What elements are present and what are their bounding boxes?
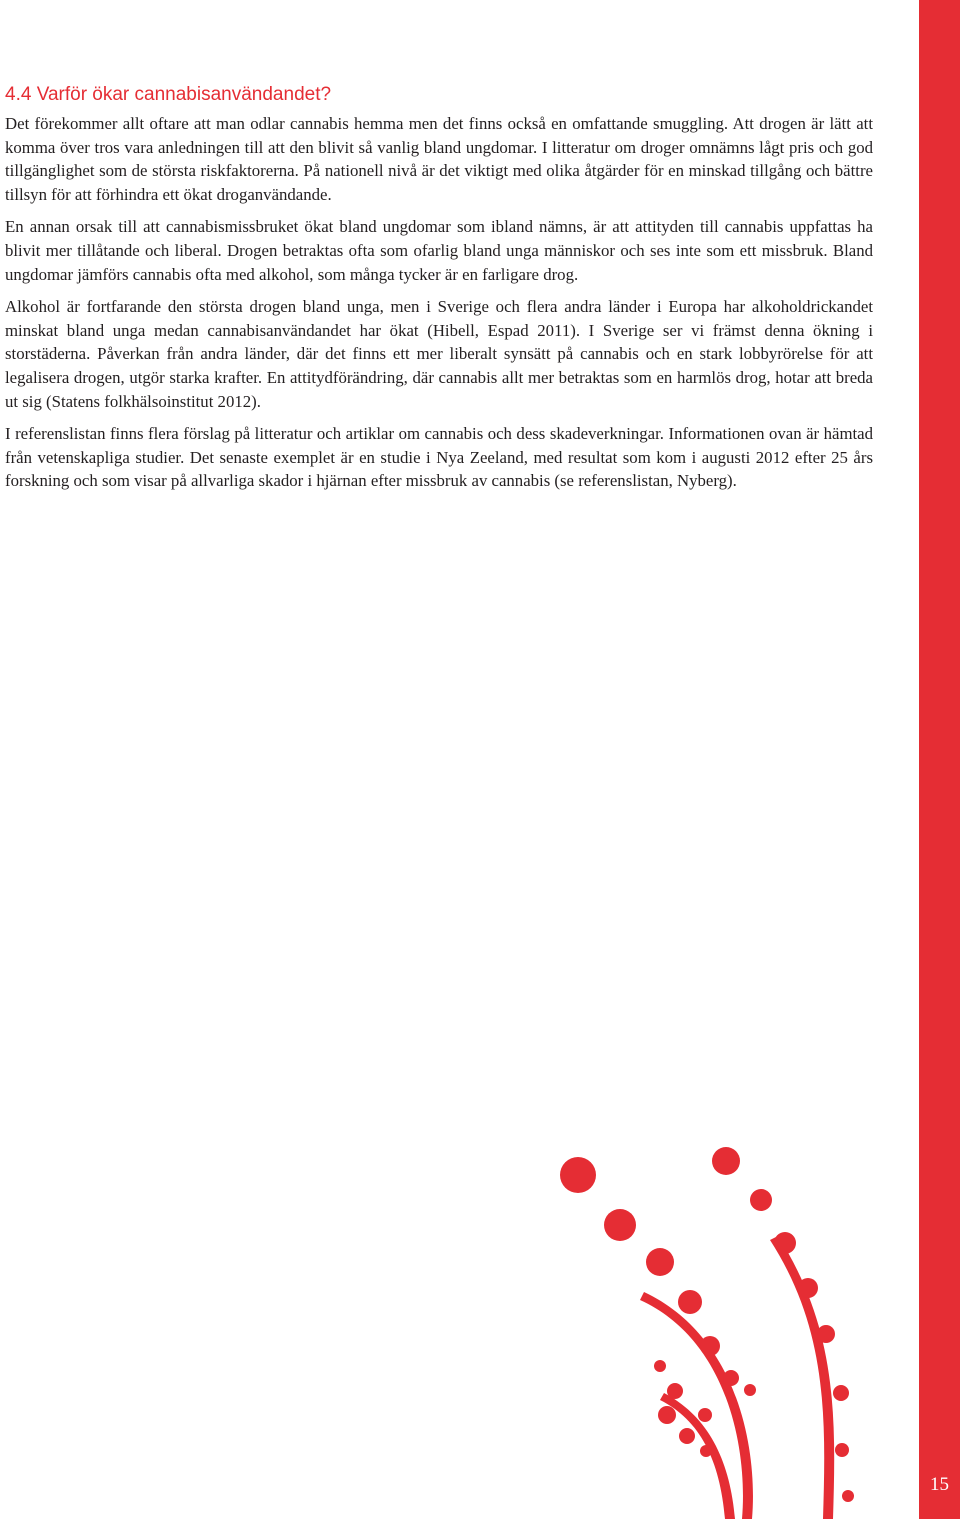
paragraph-attitude: En annan orsak till att cannabismissbruket ökat bland ungdomar som ibland nämns, är att attityden till cannabis uppfattas ha blivit mer tillåtande och liberal. Drogen betraktas ofta som ofarlig bland unga människor och ses inte som ett missbruk. Bland ungdomar jämförs cannabis ofta med alkohol, som många tycker är en farligare drog. — [5, 217, 873, 284]
dot — [560, 1157, 596, 1193]
dot — [698, 1408, 712, 1422]
page-number: 15 — [930, 1474, 949, 1495]
paragraph-alcohol-comparison: Alkohol är fortfarande den största drogen bland unga, men i Sverige och flera andra länder i Europa har alkoholdrickandet minskat bland unga medan cannabisanvändandet har ökat (Hibell, Espad 2011). I Sverige ser vi främst denna ökning i storstäderna. Påverkan från andra länder, där det finns ett mer liberalt synsätt på cannabis och en stark lobbyrörelse för att legalisera drogen, utgör starka krafter. En attitydförändring, där cannabis allt mer betraktas som en harmlös drog, hotar att breda ut sig (Statens folkhälsoinstitut 2012). — [5, 297, 873, 411]
dot — [646, 1248, 674, 1276]
main-content — [5, 82, 873, 502]
dot — [604, 1209, 636, 1241]
dot — [678, 1290, 702, 1314]
dot — [654, 1360, 666, 1372]
dot — [750, 1189, 772, 1211]
dot — [723, 1370, 739, 1386]
paragraph-references: I referenslistan finns flera förslag på litteratur och artiklar om cannabis och dess skadeverkningar. Informationen ovan är hämtad från vetenskapliga studier. Det senaste exemplet är en studie i Nya Zeeland, med resultat som kom i augusti 2012 efter 25 års forskning och som visar på allvarliga skador i hjärnan efter missbruk av cannabis (se referenslistan, Nyberg). — [5, 424, 873, 491]
plant-stem-right — [770, 1236, 834, 1519]
dot — [658, 1406, 676, 1424]
dot — [744, 1384, 756, 1396]
dot — [712, 1147, 740, 1175]
dot — [798, 1278, 818, 1298]
dot — [835, 1443, 849, 1457]
paragraph-smuggling: Det förekommer allt oftare att man odlar cannabis hemma men det finns också en omfattande smuggling. Att drogen är lätt att komma över tros vara anledningen till att den blivit så vanlig bland ungdomar. I litteratur om droger omnämns lågt pris och god tillgänglighet som de största riskfaktorerna. På nationell nivå är det viktigt med olika åtgärder för en minskad tillgång och bättre tillsyn för att förhindra ett ökat droganvändande. — [5, 114, 873, 204]
dot — [817, 1325, 835, 1343]
section-heading: 4.4 Varför ökar cannabisanvändandet? — [5, 84, 332, 105]
dot — [833, 1385, 849, 1401]
dot — [667, 1383, 683, 1399]
dot — [700, 1445, 712, 1457]
red-dot-plant-illustration — [560, 1100, 920, 1519]
dot — [700, 1336, 720, 1356]
plant-stem-middle — [640, 1292, 753, 1519]
dot — [842, 1490, 854, 1502]
dot — [774, 1232, 796, 1254]
dot — [679, 1428, 695, 1444]
red-sidebar — [919, 0, 960, 1519]
